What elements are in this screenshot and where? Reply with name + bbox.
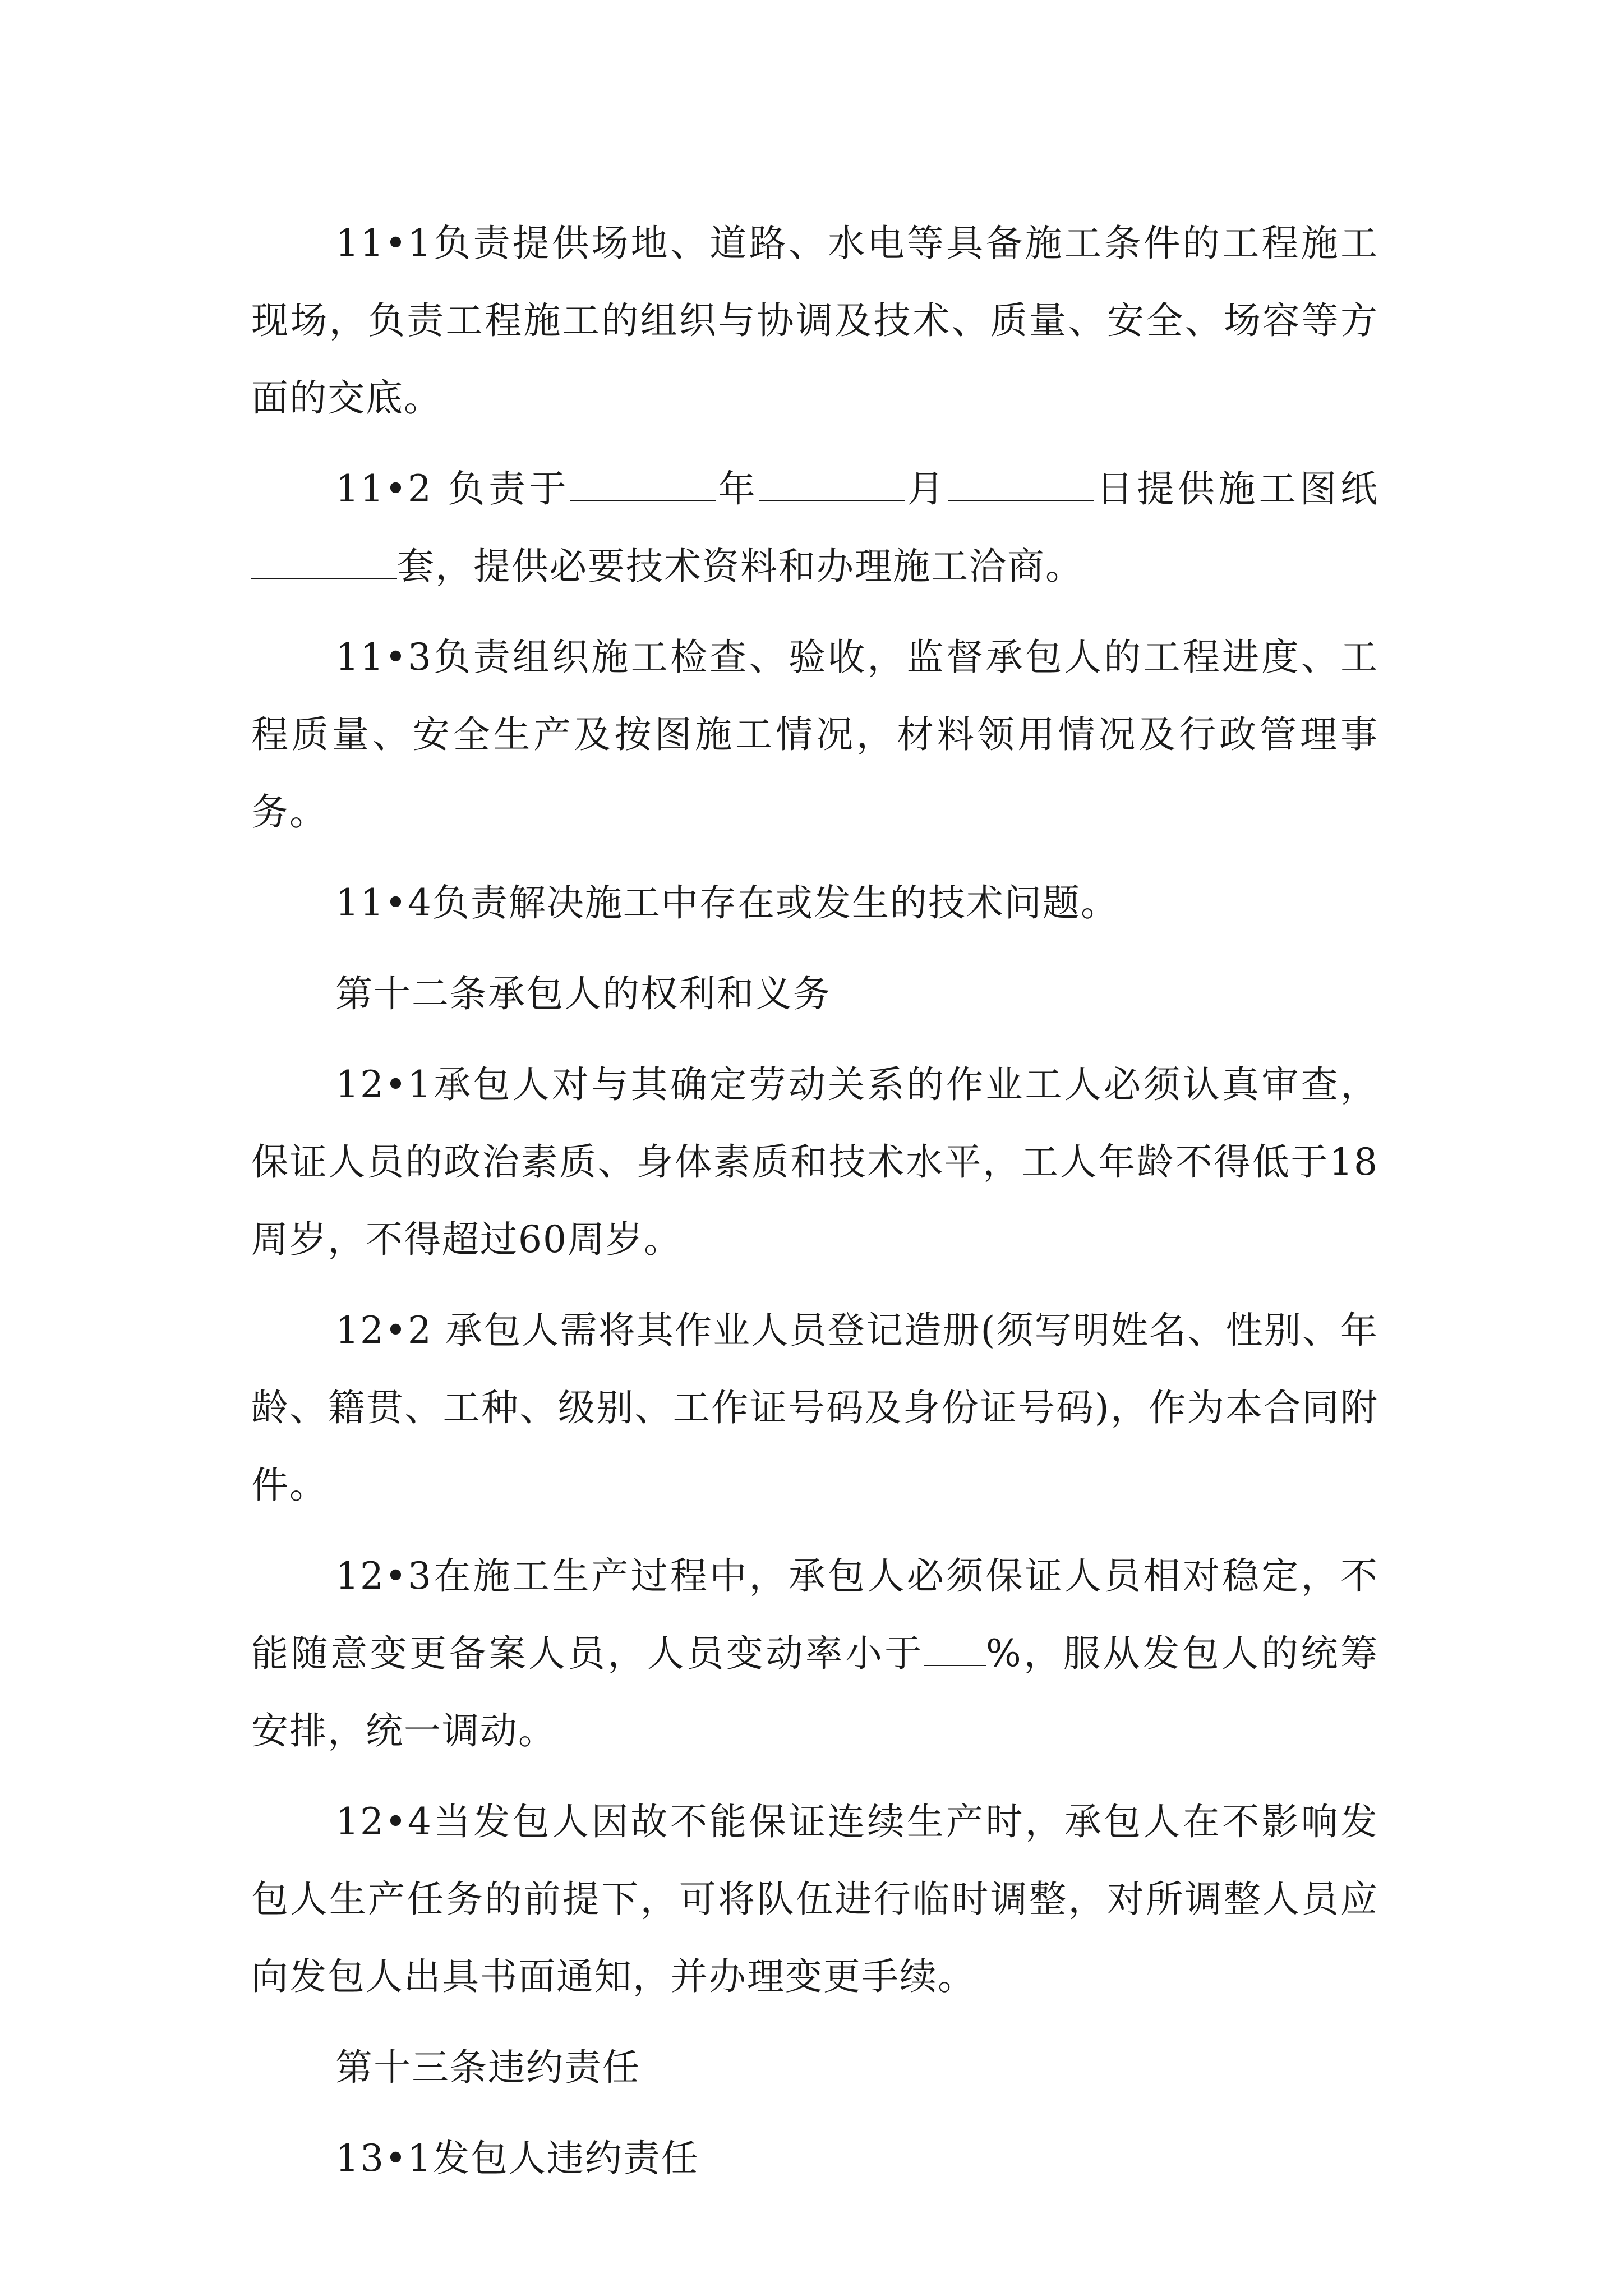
day-blank <box>948 469 1094 501</box>
clause-12-4: 12•4当发包人因故不能保证连续生产时，承包人在不影响发包人生产任务的前提下，可将队伍进行临时调整，对所调整人员应向发包人出具书面通知，并办理变更手续。 <box>251 1800 1378 1998</box>
clause-11-2-text-1: 11•2 负责于 <box>335 467 570 510</box>
clause-11-2-text-2: 年 <box>716 467 759 510</box>
document-body <box>251 205 1378 2211</box>
clause-12-2: 12•2 承包人需将其作业人员登记造册(须写明姓名、性别、年龄、籍贯、工种、级别、工作证号码及身份证号码)，作为本合同附件。 <box>251 1309 1378 1507</box>
clause-13-1: 13•1发包人违约责任 <box>335 2137 699 2180</box>
clause-11-3: 11•3负责组织施工检查、验收，监督承包人的工程进度、工程质量、安全生产及按图施工情况，材料领用情况及行政管理事务。 <box>251 636 1378 834</box>
clause-12-3 <box>251 1538 1378 1770</box>
article-13-heading: 第十三条违约责任 <box>335 2046 640 2089</box>
clause-11-4: 11•4负责解决施工中存在或发生的技术问题。 <box>335 881 1119 924</box>
turnover-rate-blank <box>924 1634 986 1666</box>
sets-blank <box>251 546 397 579</box>
year-blank <box>570 469 716 501</box>
clause-12-3-text-2: %，服从发包人的统筹安排，统一调动。 <box>251 1632 1379 1752</box>
clause-12-1: 12•1承包人对与其确定劳动关系的作业工人必须认真审查，保证人员的政治素质、身体素质和技术水平，工人年龄不得低于18周岁，不得超过60周岁。 <box>251 1063 1378 1261</box>
clause-11-2 <box>251 450 1378 605</box>
clause-12-3-text-1: 12•3在施工生产过程中，承包人必须保证人员相对稳定，不能随意变更备案人员，人员变动率小于 <box>251 1554 1378 1675</box>
month-blank <box>759 469 905 501</box>
clause-11-2-text-3: 月 <box>905 467 948 510</box>
clause-11-1: 11•1负责提供场地、道路、水电等具备施工条件的工程施工现场，负责工程施工的组织与协调及技术、质量、安全、场容等方面的交底。 <box>251 222 1378 420</box>
clause-11-2-text-5: 套，提供必要技术资料和办理施工洽商。 <box>397 545 1083 588</box>
article-12-heading: 第十二条承包人的权利和义务 <box>335 972 831 1015</box>
clause-11-2-text-4: 日提供施工图纸 <box>1094 467 1379 510</box>
